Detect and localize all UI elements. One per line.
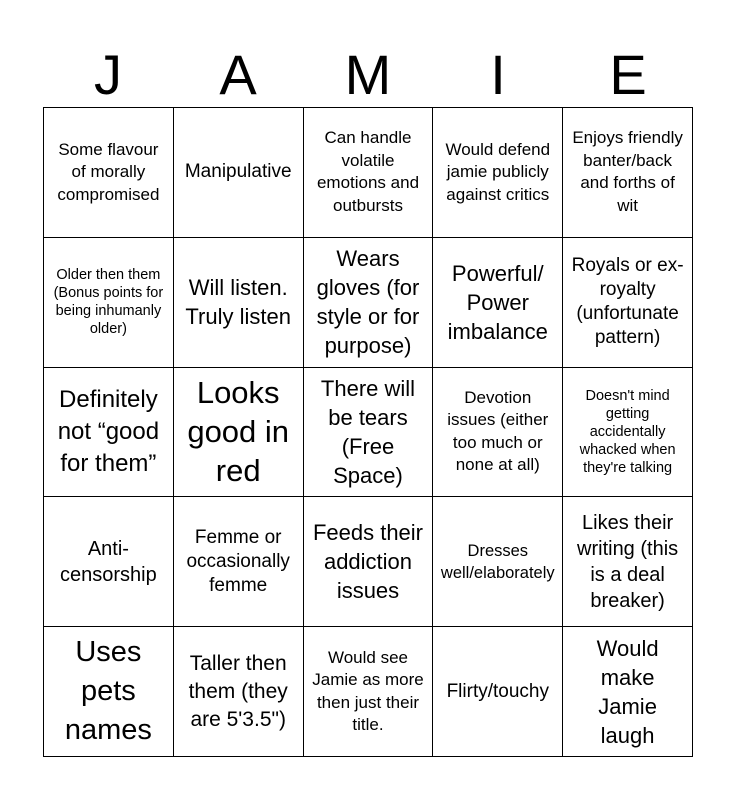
bingo-cell[interactable] — [304, 238, 434, 368]
cell-text: There will be tears (Free Space) — [320, 375, 416, 488]
bingo-cell free-space[interactable] — [304, 368, 434, 498]
header-letter-a: A — [219, 43, 257, 106]
bingo-cell[interactable] — [44, 627, 174, 757]
bingo-cell[interactable] — [44, 108, 174, 238]
cell-text: Manipulative — [184, 161, 292, 183]
bingo-cell[interactable] — [174, 497, 304, 627]
bingo-cell[interactable] — [563, 368, 693, 498]
cell-text: Feeds their addiction issues — [312, 520, 424, 604]
cell-text: Uses pets names — [64, 636, 152, 747]
cell-text: Would defend jamie publicly against critics — [445, 139, 551, 204]
bingo-header — [43, 42, 693, 108]
cell-text: Anti-censorship — [60, 537, 157, 586]
bingo-cell[interactable] — [563, 238, 693, 368]
header-letter-e: E — [609, 43, 647, 106]
cell-text: Would make Jamie laugh — [596, 635, 659, 748]
bingo-cell[interactable] — [174, 108, 304, 238]
cell-text: Royals or ex-royalty (unfortunate pattern) — [571, 255, 684, 349]
bingo-cell[interactable] — [563, 108, 693, 238]
cell-text: Dresses well/elaborately — [440, 541, 555, 582]
header-letter-i: I — [490, 43, 506, 106]
header-letter-m: M — [344, 43, 392, 106]
cell-text: Wears gloves (for style or for purpose) — [316, 246, 420, 359]
cell-text: Enjoys friendly banter/back and forths of wit — [572, 128, 683, 215]
cell-text: Devotion issues (either too much or none at all) — [447, 387, 549, 475]
bingo-cell[interactable] — [433, 368, 563, 498]
bingo-cell[interactable] — [563, 497, 693, 627]
cell-text: Powerful/ Power imbalance — [447, 260, 548, 344]
bingo-cell[interactable] — [174, 627, 304, 757]
bingo-cell[interactable] — [174, 238, 304, 368]
cell-text: Likes their writing (this is a deal breaker) — [577, 511, 679, 612]
header-letter-j: J — [94, 43, 122, 106]
bingo-cell[interactable] — [44, 497, 174, 627]
bingo-cell[interactable] — [433, 238, 563, 368]
bingo-cell[interactable] — [44, 368, 174, 498]
bingo-cell[interactable] — [44, 238, 174, 368]
cell-text: Taller then them (they are 5'3.5") — [188, 651, 288, 731]
cell-text: Can handle volatile emotions and outbursts — [316, 128, 420, 215]
bingo-cell[interactable] — [304, 108, 434, 238]
bingo-cell[interactable] — [433, 108, 563, 238]
bingo-cell[interactable] — [563, 627, 693, 757]
bingo-grid — [43, 107, 693, 757]
cell-text: Some flavour of morally compromised — [57, 139, 160, 204]
bingo-cell[interactable] — [433, 497, 563, 627]
cell-text: Flirty/touchy — [446, 680, 549, 702]
bingo-cell[interactable] — [433, 627, 563, 757]
cell-text: Older then them (Bonus points for being inhumanly older) — [53, 267, 164, 338]
cell-text: Will listen. Truly listen — [185, 275, 291, 330]
cell-text: Doesn't mind getting accidentally whacked when they're talking — [579, 387, 676, 476]
cell-text: Femme or occasionally femme — [186, 526, 290, 596]
bingo-cell[interactable] — [304, 497, 434, 627]
cell-text: Would see Jamie as more then just their title. — [312, 647, 424, 735]
cell-text: Looks good in red — [187, 375, 290, 489]
bingo-cell[interactable] — [304, 627, 434, 757]
bingo-cell[interactable] — [174, 368, 304, 498]
cell-text: Definitely not “good for them” — [57, 385, 160, 477]
